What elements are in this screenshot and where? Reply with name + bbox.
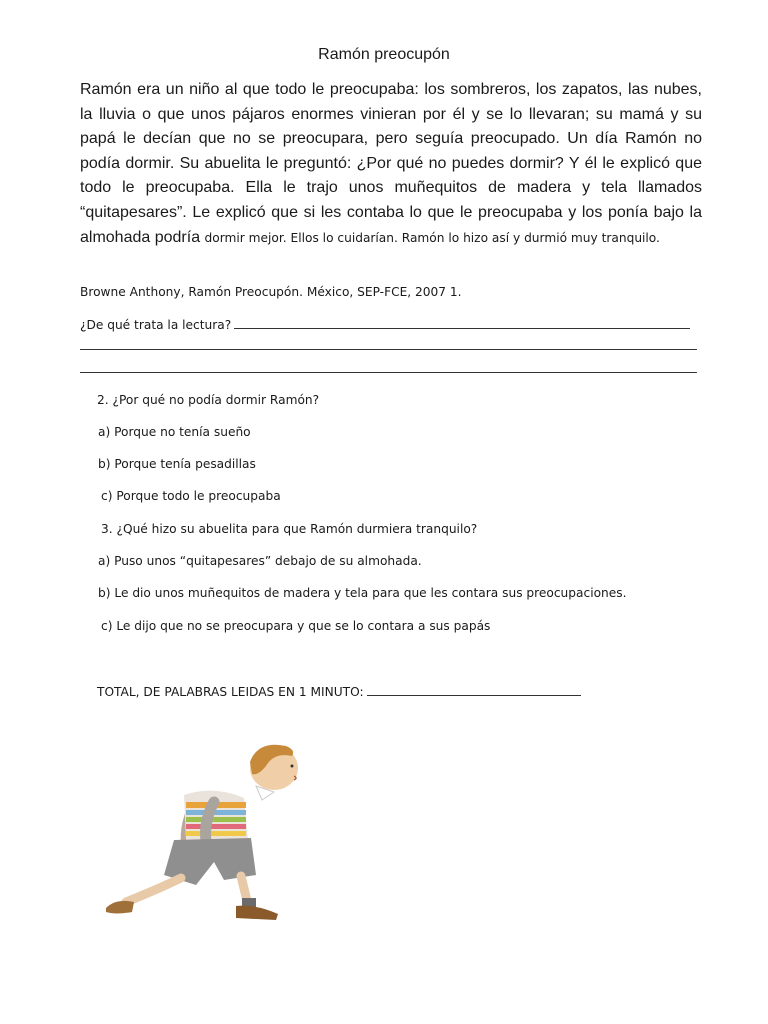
question-2: 2. ¿Por qué no podía dormir Ramón?	[97, 393, 320, 407]
story-text-small: dormir mejor. Ellos lo cuidarían. Ramón lo hizo así y durmió muy tranquilo.	[204, 230, 660, 245]
story-text: Ramón era un niño al que todo le preocupaba: los sombreros, los zapatos, las nubes, la lluvia o que unos pájaros enormes vinieran por él y se lo llevaran; su mamá y su papá le decían que no se preocupara, pero seguía preocupado. Un día Ramón no podía dormir. Su abuelita le preguntó: ¿Por qué no puedes dormir? Y él le explicó que todo le preocupaba. Ella le trajo unos muñequitos de madera y tela llamados “quitapesares”. Le explicó que si les contaba lo que le preocupaba y los ponía bajo la almohada podría	[80, 81, 702, 246]
boy-illustration	[96, 740, 311, 925]
question-3-option-a: a) Puso unos “quitapesares” debajo de su almohada.	[98, 554, 422, 568]
answer-line-3[interactable]	[80, 372, 697, 373]
citation: Browne Anthony, Ramón Preocupón. México, SEP-FCE, 2007 1.	[80, 285, 462, 299]
question-3: 3. ¿Qué hizo su abuelita para que Ramón durmiera tranquilo?	[101, 522, 478, 536]
answer-line-1[interactable]	[234, 316, 690, 329]
answer-line-2[interactable]	[80, 349, 697, 350]
story-paragraph	[80, 78, 702, 250]
total-label: TOTAL, DE PALABRAS LEIDAS EN 1 MINUTO:	[97, 685, 364, 699]
total-answer-line[interactable]	[367, 683, 581, 696]
question-3-option-c: c) Le dijo que no se preocupara y que se lo contara a sus papás	[101, 619, 491, 633]
question-2-option-b: b) Porque tenía pesadillas	[98, 457, 256, 471]
document-title: Ramón preocupón	[318, 46, 450, 63]
question-2-option-a: a) Porque no tenía sueño	[98, 425, 251, 439]
question-3-option-b: b) Le dio unos muñequitos de madera y tela para que les contara sus preocupaciones.	[98, 586, 627, 600]
question-1	[80, 316, 700, 332]
question-2-option-c: c) Porque todo le preocupaba	[101, 489, 281, 503]
total-words	[97, 683, 581, 699]
question-1-text: ¿De qué trata la lectura?	[80, 318, 232, 332]
